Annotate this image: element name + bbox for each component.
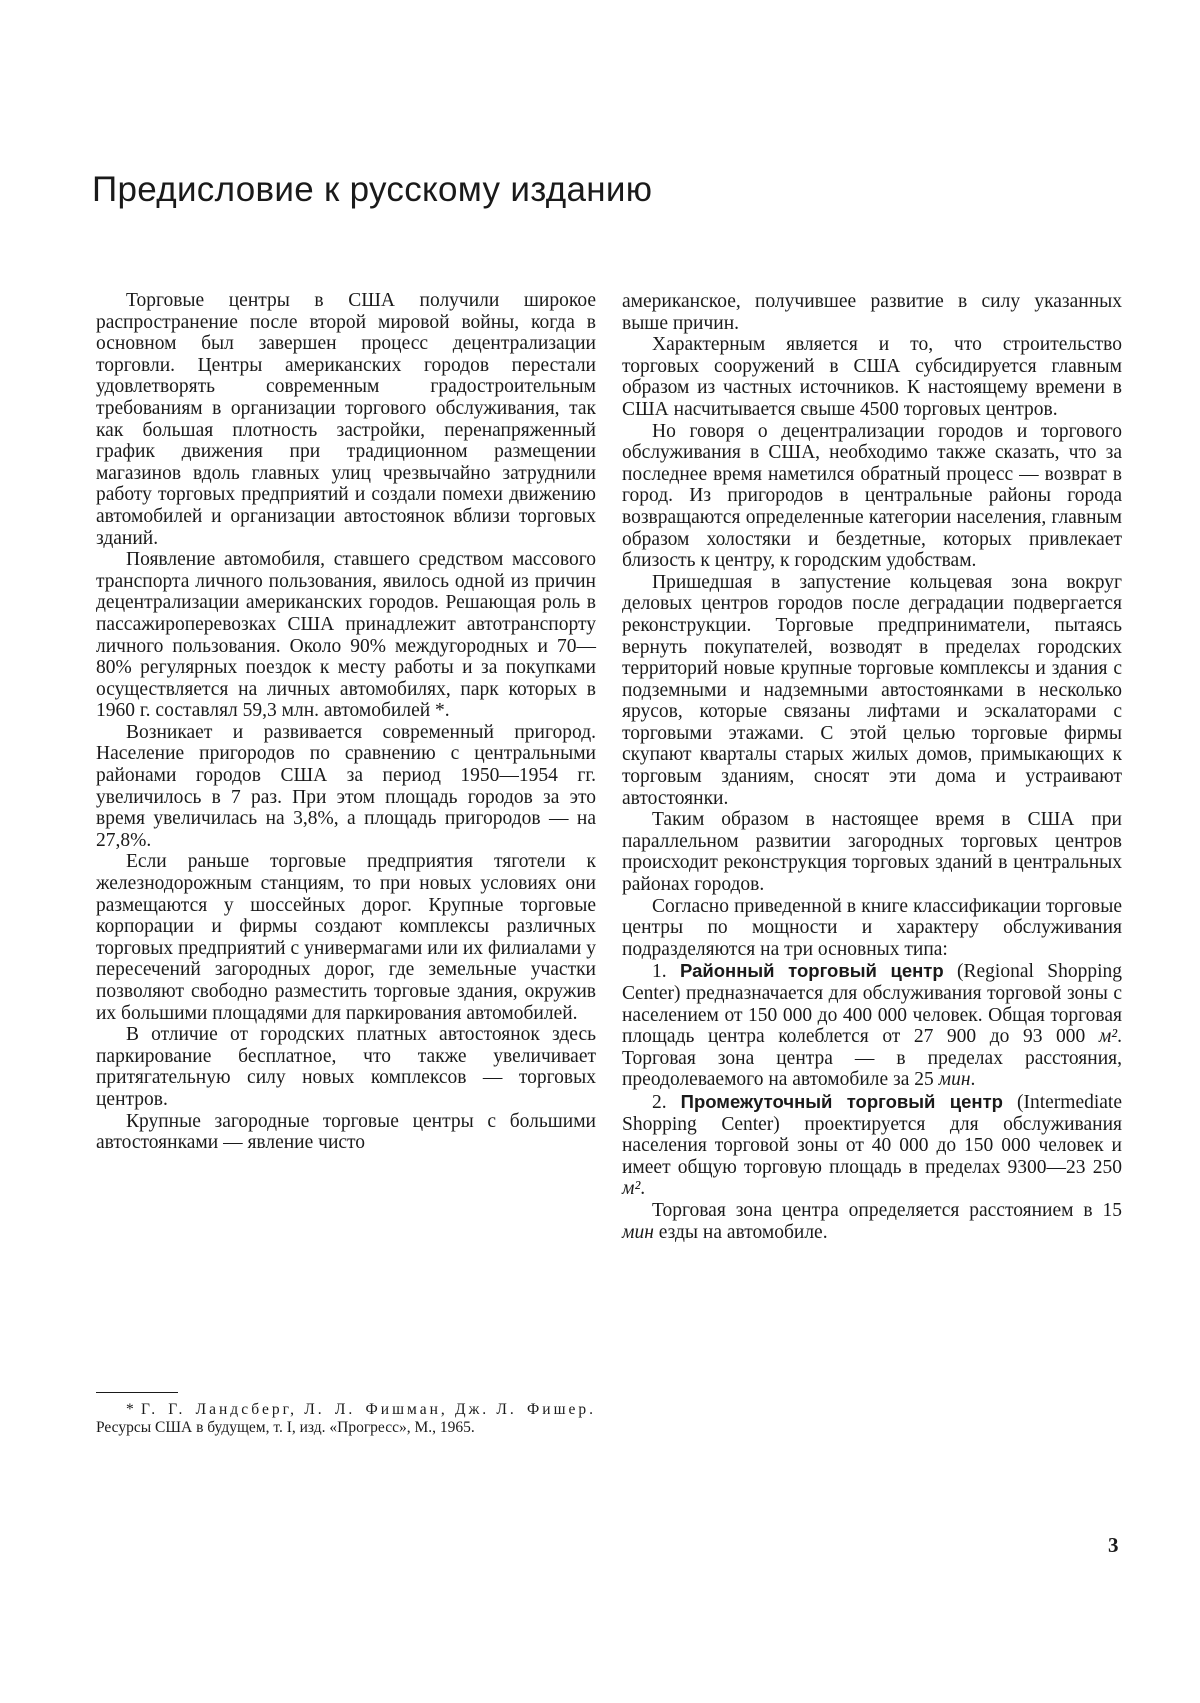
paragraph: Но говоря о децентрализации городов и торгового обслуживания в США, необходимо также сказать, что за последнее время наметился обратный процесс — возврат в город. Из пригородов в центральные районы города возвращаются определенные категории населения, главным образом холостяки и бездетные, которых привлекает близость к центру, к городским удобствам. <box>622 420 1122 572</box>
paragraph: Пришедшая в запустение кольцевая зона вокруг деловых центров городов после деградации подвергается реконструкции. Торговые предприниматели, пытаясь вернуть покупателей, возводят в пределах городских территорий новые крупные торговые комплексы и здания с подземными и надземными автостоянками в несколько ярусов, которые связаны лифтами и эскалаторами с торговыми этажами. С этой целью торговые фирмы скупают кварталы старых жилых домов, примыкающих к торговым зданиям, сносят эти дома и устраивают автостоянки. <box>622 571 1122 809</box>
list-term: Промежуточный торговый центр <box>680 1090 1003 1112</box>
list-text: . <box>970 1069 976 1091</box>
footnote-reference: Ресурсы США в будущем, т. I, изд. «Прогресс», М., 1965. <box>96 1419 475 1436</box>
paragraph: В отличие от городских платных автостоянок здесь паркирование бесплатное, что также увеличивает притягательную силу новых комплексов — торговых центров. <box>96 1024 596 1110</box>
paragraph: Характерным является и то, что строительство торговых сооружений в США субсидируется главным образом из частных источников. К настоящему времени в США насчитывается свыше 4500 торговых центров. <box>622 334 1122 420</box>
list-text: (Intermediate Shopping Center) проектируется для обслуживания населения торговой зоны от 40 000 до 150 000 человек и имеет общую торговую площадь в пределах 9300—23 250 <box>622 1091 1122 1178</box>
paragraph: Если раньше торговые предприятия тяготели к железнодорожным станциям, то при новых условиях они размещаются у шоссейных дорог. Крупные торговые корпорации и фирмы создают комплексы различных торговых предприятий с универмагами или их филиалами у пересечений загородных дорог, где земельные участки позволяют свободно разместить торговые здания, окружив их большими площадями для паркирования автомобилей. <box>96 851 596 1024</box>
unit: мин <box>938 1069 971 1091</box>
paragraph: Появление автомобиля, ставшего средством массового транспорта личного пользования, явилось одной из причин децентрализации американских городов. Решающая роль в пассажироперевозках США принадлежит автотранспорту личного пользования. Около 90% междугородных и 70—80% регулярных поездок к месту работы и за покупками осуществляется на личных автомобилях, парк которых в 1960 г. составлял 59,3 млн. автомобилей *. <box>96 549 596 722</box>
paragraph-text: езды на автомобиле. <box>658 1221 828 1243</box>
paragraph-text: Торговая зона центра определяется расстоянием в 15 <box>652 1199 1122 1221</box>
list-number: 1. <box>652 961 667 983</box>
list-text: (Regional Shopping Center) предназначается для обслуживания торговой зоны с населением от 150 000 до 400 000 человек. Общая торговая площадь центра колеблется от 27 900 до 93 000 <box>622 961 1123 1048</box>
paragraph <box>622 1200 1122 1243</box>
left-column <box>96 290 596 1154</box>
paragraph: Крупные загородные торговые центры с большими автостоянками — явление чисто <box>96 1110 596 1154</box>
list-number: 2. <box>652 1091 667 1113</box>
paragraph: Согласно приведенной в книге классификации торговые центры по мощности и характеру обслуживания подразделяются на три основных типа: <box>622 895 1122 960</box>
paragraph: американское, получившее развитие в силу указанных выше причин. <box>622 291 1122 334</box>
page-number: 3 <box>1108 1533 1119 1557</box>
unit: м² <box>1098 1026 1118 1048</box>
footnote-author: Л. Фишер. <box>496 1401 597 1418</box>
list-text: . <box>640 1178 646 1200</box>
list-text: . Торговая зона центра — в пределах расстояния, преодолеваемого на автомобиле за 25 <box>622 1026 1122 1091</box>
footnote-marker: * <box>126 1401 134 1418</box>
paragraph: Торговые центры в США получили широкое распространение после второй мировой войны, когда в основном был завершен процесс децентрализации торговли. Центры американских городов перестали удовлетворять современным градостроительным требованиям в организации торгового обслуживания, так как большая плотность застройки, перенапряженный график движения при традиционном размещении магазинов вдоль главных улиц чрезвычайно затруднили работу торговых предприятий и создали помехи движению автомобилей и организации автостоянок вблизи торговых зданий. <box>96 290 596 549</box>
footnote-author: Дж. <box>455 1401 490 1418</box>
unit: м² <box>622 1178 641 1200</box>
paragraph: Возникает и развивается современный пригород. Население пригородов по сравнению с центральными районами городов США за период 1950—1954 гг. увеличилось в 7 раз. При этом площадь городов за это время увеличилась на 3,8%, а площадь пригородов — на 27,8%. <box>96 721 596 851</box>
paragraph: Таким образом в настоящее время в США при параллельном развитии загородных торговых центров происходит реконструкция торговых зданий в центральных районах городов. <box>622 809 1122 896</box>
unit: мин <box>622 1221 654 1243</box>
footnote <box>96 1401 596 1437</box>
page-title: Предисловие к русскому изданию <box>92 170 653 209</box>
list-item <box>622 960 1122 1091</box>
footnote-divider <box>96 1392 178 1393</box>
list-term: Районный торговый центр <box>679 960 944 982</box>
footnote-author: Г. Г. Ландсберг, <box>140 1401 298 1418</box>
right-column <box>622 291 1122 1243</box>
footnote-author: Л. Л. Фишман, <box>304 1401 448 1418</box>
list-item <box>622 1091 1122 1200</box>
